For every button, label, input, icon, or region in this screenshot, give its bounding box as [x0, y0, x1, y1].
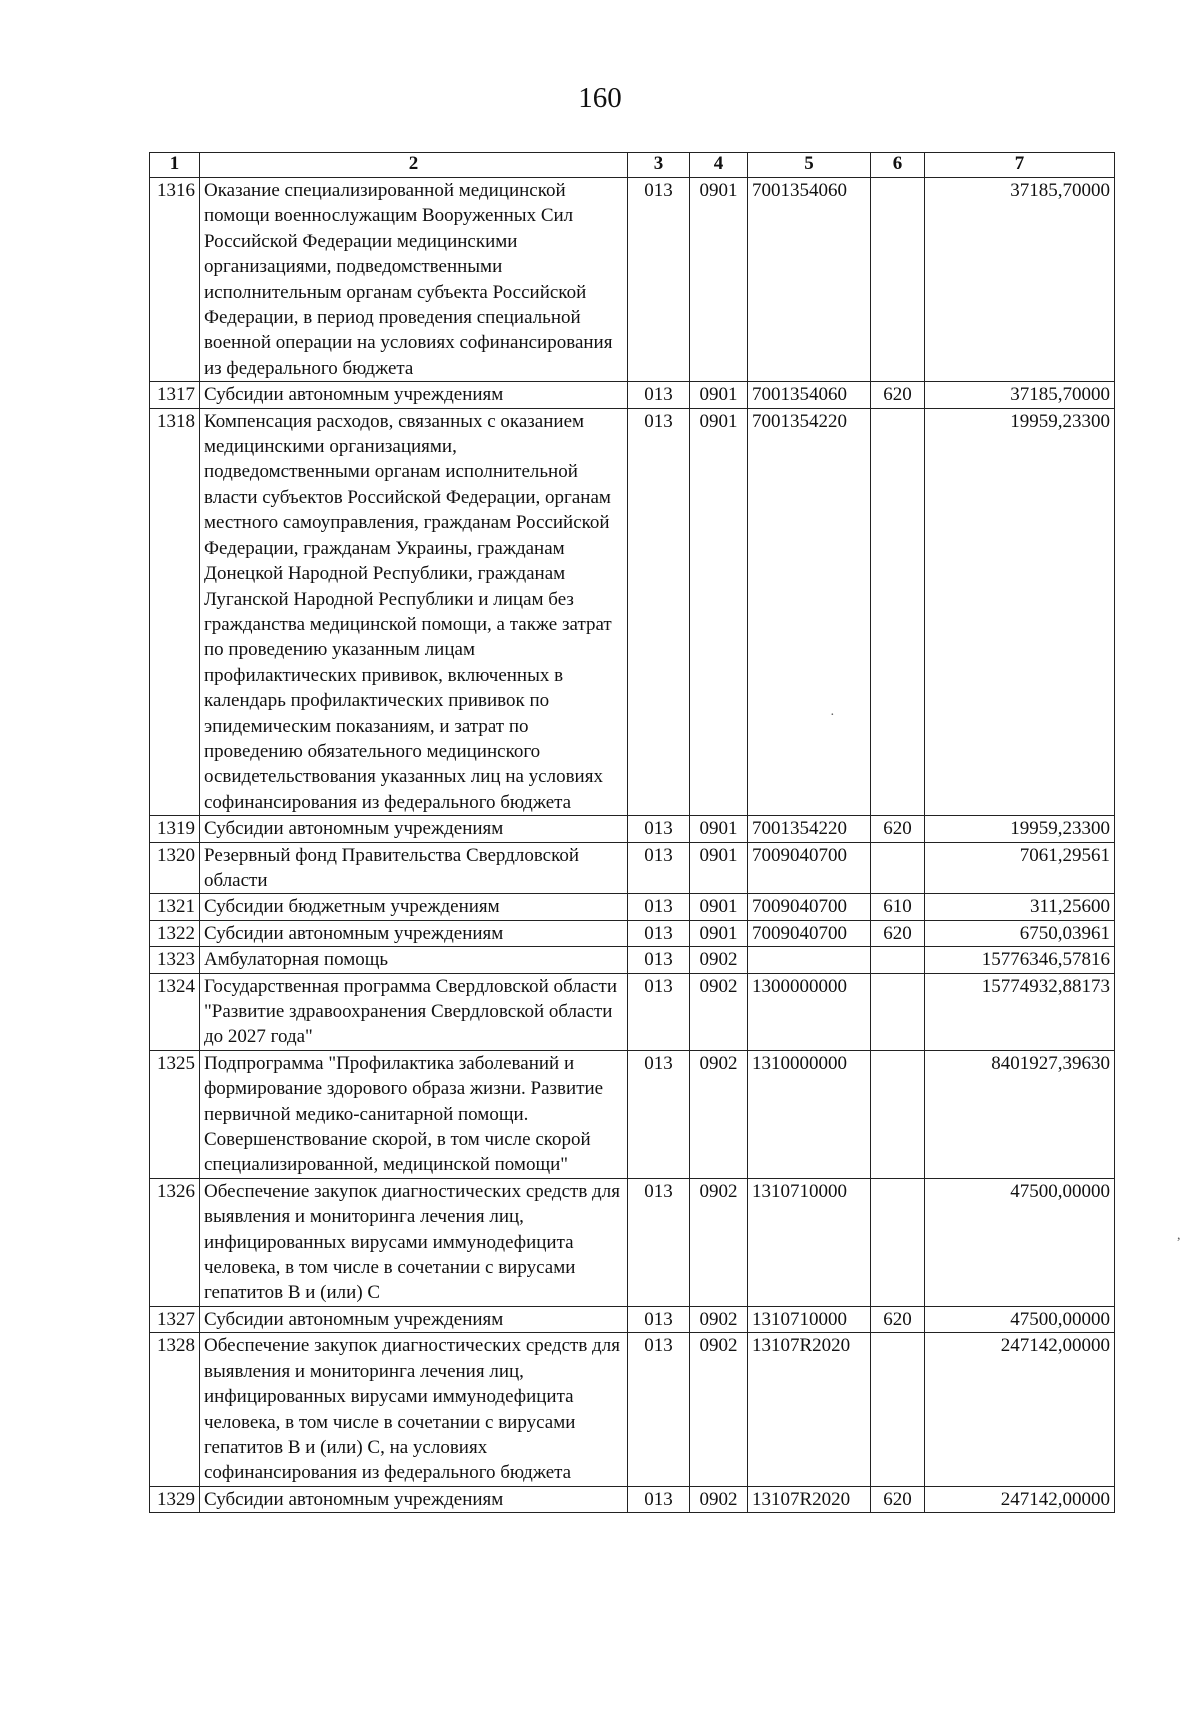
section-code: 0901: [690, 842, 748, 894]
row-name: Субсидии бюджетным учреждениям: [200, 894, 628, 920]
table-row: [150, 382, 1115, 408]
section-code: 0902: [690, 1178, 748, 1306]
row-amount: 15776346,57816: [925, 947, 1115, 973]
expense-type-code: [871, 973, 925, 1050]
row-amount: 247142,00000: [925, 1486, 1115, 1512]
section-code: 0902: [690, 1050, 748, 1178]
expense-type-code: [871, 842, 925, 894]
target-code: 7001354220: [748, 408, 871, 816]
target-code: 1310710000: [748, 1306, 871, 1332]
table-row: [150, 842, 1115, 894]
table-row: [150, 920, 1115, 946]
row-name: Субсидии автономным учреждениям: [200, 816, 628, 842]
row-number: 1323: [150, 947, 200, 973]
admin-code: 013: [628, 1306, 690, 1332]
target-code: 7001354060: [748, 382, 871, 408]
table-row: [150, 1333, 1115, 1486]
admin-code: 013: [628, 1178, 690, 1306]
row-number: 1321: [150, 894, 200, 920]
row-name: Субсидии автономным учреждениям: [200, 920, 628, 946]
column-header: 5: [748, 153, 871, 178]
admin-code: 013: [628, 920, 690, 946]
expense-type-code: 620: [871, 382, 925, 408]
expense-type-code: 620: [871, 920, 925, 946]
row-amount: 47500,00000: [925, 1306, 1115, 1332]
column-header: 2: [200, 153, 628, 178]
row-number: 1325: [150, 1050, 200, 1178]
column-header: 4: [690, 153, 748, 178]
header-row: [150, 153, 1115, 178]
row-number: 1316: [150, 178, 200, 382]
section-code: 0902: [690, 973, 748, 1050]
row-amount: 19959,23300: [925, 816, 1115, 842]
row-number: 1320: [150, 842, 200, 894]
column-header: 6: [871, 153, 925, 178]
section-code: 0901: [690, 894, 748, 920]
row-number: 1317: [150, 382, 200, 408]
table-row: [150, 408, 1115, 816]
expense-type-code: [871, 408, 925, 816]
budget-table: [149, 152, 1115, 1513]
row-amount: 47500,00000: [925, 1178, 1115, 1306]
admin-code: 013: [628, 1050, 690, 1178]
row-amount: 7061,29561: [925, 842, 1115, 894]
section-code: 0901: [690, 816, 748, 842]
row-name: Обеспечение закупок диагностических средств для выявления и мониторинга лечения лиц, инфицированных вирусами иммунодефицита человека, в том числе в сочетании с вирусами гепатитов B и (или) C: [200, 1178, 628, 1306]
expense-type-code: [871, 947, 925, 973]
expense-type-code: [871, 1333, 925, 1486]
section-code: 0902: [690, 947, 748, 973]
row-name: Компенсация расходов, связанных с оказанием медицинскими организациями, подведомственными органам исполнительной власти субъектов Российской Федерации, органам местного самоуправления, гражданам Российской Федерации, гражданам Украины, гражданам Донецкой Народной Республики, гражданам Луганской Народной Республики и лицам без гражданства медицинской помощи, а также затрат по проведению указанным лицам профилактических прививок, включенных в календарь профилактических прививок по эпидемическим показаниям, и затрат по проведению обязательного медицинского освидетельствования указанных лиц на условиях софинансирования из федерального бюджета: [200, 408, 628, 816]
column-header: 3: [628, 153, 690, 178]
row-amount: 37185,70000: [925, 382, 1115, 408]
row-name: Обеспечение закупок диагностических средств для выявления и мониторинга лечения лиц, инфицированных вирусами иммунодефицита человека, в том числе в сочетании с вирусами гепатитов B и (или) C, на условиях софинансирования из федерального бюджета: [200, 1333, 628, 1486]
target-code: 1300000000: [748, 973, 871, 1050]
row-name: Субсидии автономным учреждениям: [200, 1486, 628, 1512]
row-amount: 15774932,88173: [925, 973, 1115, 1050]
row-name: Субсидии автономным учреждениям: [200, 382, 628, 408]
row-amount: 37185,70000: [925, 178, 1115, 382]
section-code: 0902: [690, 1486, 748, 1512]
admin-code: 013: [628, 382, 690, 408]
table-row: [150, 947, 1115, 973]
target-code: 7009040700: [748, 920, 871, 946]
row-name: Оказание специализированной медицинской помощи военнослужащим Вооруженных Сил Российской Федерации медицинскими организациями, подведомственными исполнительным органам субъекта Российской Федерации, в период проведения специальной военной операции на условиях софинансирования из федерального бюджета: [200, 178, 628, 382]
row-amount: 311,25600: [925, 894, 1115, 920]
row-number: 1324: [150, 973, 200, 1050]
column-header: 1: [150, 153, 200, 178]
expense-type-code: [871, 1178, 925, 1306]
row-name: Амбулаторная помощь: [200, 947, 628, 973]
section-code: 0901: [690, 408, 748, 816]
row-amount: 247142,00000: [925, 1333, 1115, 1486]
expense-type-code: [871, 1050, 925, 1178]
expense-type-code: 610: [871, 894, 925, 920]
table-row: [150, 1486, 1115, 1512]
admin-code: 013: [628, 1486, 690, 1512]
column-header: 7: [925, 153, 1115, 178]
row-name: Резервный фонд Правительства Свердловской области: [200, 842, 628, 894]
admin-code: 013: [628, 178, 690, 382]
admin-code: 013: [628, 408, 690, 816]
admin-code: 013: [628, 894, 690, 920]
table-row: [150, 178, 1115, 382]
scan-artifact-mark: ·: [830, 708, 835, 723]
target-code: 7001354060: [748, 178, 871, 382]
target-code: [748, 947, 871, 973]
table-row: [150, 1178, 1115, 1306]
row-amount: 6750,03961: [925, 920, 1115, 946]
row-number: 1319: [150, 816, 200, 842]
section-code: 0901: [690, 920, 748, 946]
admin-code: 013: [628, 1333, 690, 1486]
row-amount: 19959,23300: [925, 408, 1115, 816]
expense-type-code: 620: [871, 1486, 925, 1512]
target-code: 7009040700: [748, 894, 871, 920]
row-amount: 8401927,39630: [925, 1050, 1115, 1178]
target-code: 1310710000: [748, 1178, 871, 1306]
target-code: 13107R2020: [748, 1486, 871, 1512]
row-number: 1326: [150, 1178, 200, 1306]
admin-code: 013: [628, 842, 690, 894]
section-code: 0902: [690, 1306, 748, 1332]
table-row: [150, 816, 1115, 842]
row-name: Государственная программа Свердловской области "Развитие здравоохранения Свердловской области до 2027 года": [200, 973, 628, 1050]
row-number: 1328: [150, 1333, 200, 1486]
table-row: [150, 1306, 1115, 1332]
expense-type-code: 620: [871, 816, 925, 842]
target-code: 7009040700: [748, 842, 871, 894]
target-code: 13107R2020: [748, 1333, 871, 1486]
row-name: Подпрограмма "Профилактика заболеваний и формирование здорового образа жизни. Развитие первичной медико-санитарной помощи. Совершенствование скорой, в том числе скорой специализированной, медицинской помощи": [200, 1050, 628, 1178]
admin-code: 013: [628, 947, 690, 973]
table-row: [150, 973, 1115, 1050]
admin-code: 013: [628, 816, 690, 842]
page-number: 160: [578, 82, 622, 114]
table-row: [150, 1050, 1115, 1178]
expense-type-code: [871, 178, 925, 382]
section-code: 0901: [690, 382, 748, 408]
row-number: 1322: [150, 920, 200, 946]
expense-type-code: 620: [871, 1306, 925, 1332]
section-code: 0901: [690, 178, 748, 382]
target-code: 1310000000: [748, 1050, 871, 1178]
section-code: 0902: [690, 1333, 748, 1486]
target-code: 7001354220: [748, 816, 871, 842]
row-number: 1327: [150, 1306, 200, 1332]
row-number: 1329: [150, 1486, 200, 1512]
table-row: [150, 894, 1115, 920]
row-name: Субсидии автономным учреждениям: [200, 1306, 628, 1332]
row-number: 1318: [150, 408, 200, 816]
scan-artifact-mark: ,: [1177, 1228, 1181, 1243]
admin-code: 013: [628, 973, 690, 1050]
